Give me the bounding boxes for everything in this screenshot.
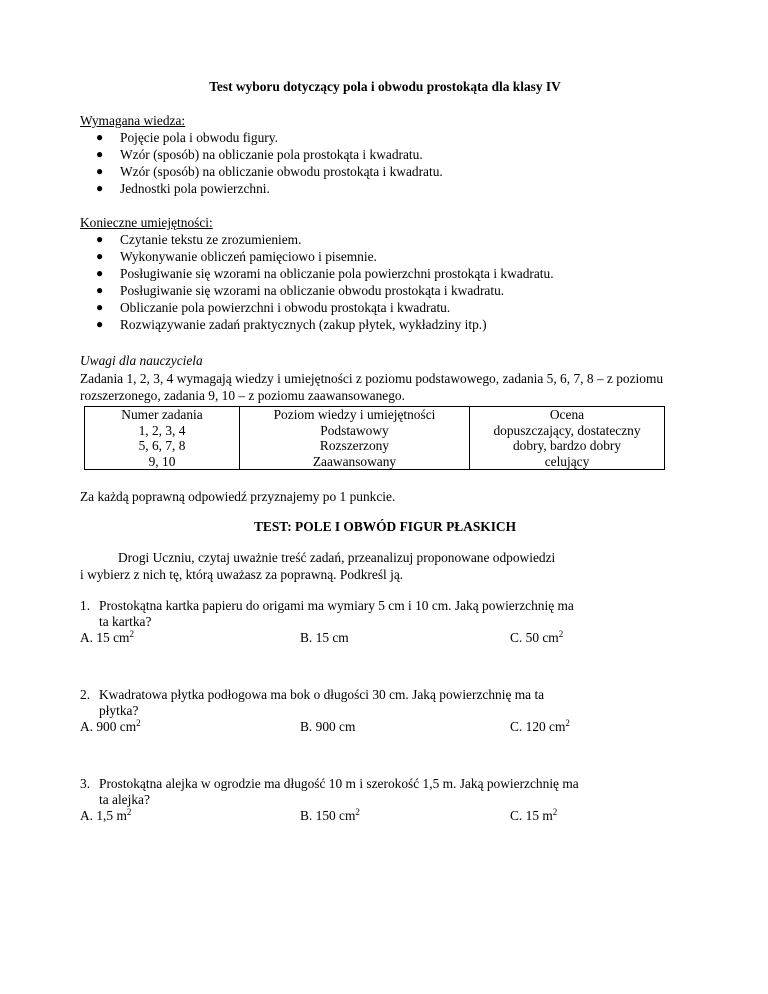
bullet-icon: ● xyxy=(96,249,104,264)
teacher-remarks-text: Zadania 1, 2, 3, 4 wymagają wiedzy i umiejętności z poziomu podstawowego, zadania 5, 6, 7, 8 – z poziomu rozszerzonego, zadania 9, 10 – z poziomu zaawansowanego. xyxy=(80,371,664,403)
question-text: ta kartka? xyxy=(99,613,152,629)
question-text: płytka? xyxy=(99,702,139,718)
answer-option-c[interactable]: C. 50 $cm^2$ xyxy=(510,629,564,645)
answer-options xyxy=(80,629,690,646)
answer-option-b[interactable]: B. 15 cm xyxy=(300,630,349,645)
list-item: ● Jednostki pola powierzchni. xyxy=(96,181,270,197)
list-item: ● Obliczanie pola powierzchni i obwodu prostokąta i kwadratu. xyxy=(96,300,451,316)
list-item: ● Pojęcie pola i obwodu figury. xyxy=(96,130,278,145)
question-3 xyxy=(80,776,690,824)
document-title: Test wyboru dotyczący pola i obwodu prostokąta dla klasy IV xyxy=(209,79,561,94)
list-item: ● Wzór (sposób) na obliczanie obwodu prostokąta i kwadratu. xyxy=(96,164,443,180)
answer-option-c[interactable]: C. 120 $cm^2$ xyxy=(510,718,570,734)
question-number: 3. xyxy=(80,776,91,791)
answer-option-a[interactable]: A. 15 $cm^2$ xyxy=(80,629,134,645)
bullet-icon: ● xyxy=(96,300,104,315)
list-item: ● Czytanie tekstu ze zrozumieniem. xyxy=(96,232,302,247)
bullet-icon: ● xyxy=(96,164,104,179)
test-intro: Drogi Uczniu, czytaj uważnie treść zadań, przeanalizuj proponowane odpowiedzi i wybierz z nich tę, którą uważasz za poprawną. Podkreśl ją. xyxy=(80,550,556,582)
question-number: 2. xyxy=(80,687,91,702)
bullet-icon: ● xyxy=(96,266,104,281)
bullet-icon: ● xyxy=(96,147,104,162)
bullet-icon: ● xyxy=(96,317,104,332)
list-item: ● Posługiwanie się wzorami na obliczanie pola powierzchni prostokąta i kwadratu. xyxy=(96,266,554,282)
answer-option-c[interactable]: C. 15 $m^2$ xyxy=(510,807,558,823)
list-item: ● Posługiwanie się wzorami na obliczanie obwodu prostokąta i kwadratu. xyxy=(96,283,505,299)
table-cell-grades: Ocena dopuszczający, dostateczny dobry, bardzo dobry celujący xyxy=(470,407,665,470)
question-number: 1. xyxy=(80,598,91,613)
required-skills-heading: Konieczne umiejętności: xyxy=(80,215,213,230)
list-item: ● Rozwiązywanie zadań praktycznych (zakup płytek, wykładziny itp.) xyxy=(96,317,487,333)
answer-options xyxy=(80,718,690,735)
points-note: Za każdą poprawną odpowiedź przyznajemy po 1 punkcie. xyxy=(80,489,396,504)
question-text: ta alejka? xyxy=(99,791,150,807)
table-cell-task-numbers: Numer zadania 1, 2, 3, 4 5, 6, 7, 8 9, 10 xyxy=(85,407,240,470)
bullet-icon: ● xyxy=(96,130,104,144)
answer-option-b[interactable]: B. 900 cm xyxy=(300,719,356,734)
levels-table xyxy=(84,406,665,470)
bullet-icon: ● xyxy=(96,232,104,246)
answer-option-b[interactable]: B. 150 $cm^2$ xyxy=(300,807,360,823)
question-text: Prostokątna alejka w ogrodzie ma długość 10 m i szerokość 1,5 m. Jaką powierzchnię ma xyxy=(99,776,579,791)
teacher-remarks-heading: Uwagi dla nauczyciela xyxy=(80,353,203,368)
question-2 xyxy=(80,687,690,735)
question-text: Prostokątna kartka papieru do origami ma wymiary 5 cm i 10 cm. Jaką powierzchnię ma xyxy=(99,598,574,613)
required-knowledge-heading: Wymagana wiedza: xyxy=(80,113,186,128)
question-1 xyxy=(80,598,690,646)
bullet-icon: ● xyxy=(96,283,104,298)
required-skills-list xyxy=(80,231,554,334)
answer-options xyxy=(80,807,690,824)
test-title: TEST: POLE I OBWÓD FIGUR PŁASKICH xyxy=(253,519,517,534)
table-cell-levels: Poziom wiedzy i umiejętności Podstawowy Rozszerzony Zaawansowany xyxy=(240,407,470,470)
answer-option-a[interactable]: A. 900 $cm^2$ xyxy=(80,718,141,734)
list-item: ● Wzór (sposób) na obliczanie pola prostokąta i kwadratu. xyxy=(96,147,423,163)
question-text: Kwadratowa płytka podłogowa ma bok o długości 30 cm. Jaką powierzchnię ma ta xyxy=(99,687,545,702)
table-row xyxy=(85,407,665,470)
bullet-icon: ● xyxy=(96,181,104,196)
list-item: ● Wykonywanie obliczeń pamięciowo i pisemnie. xyxy=(96,249,377,265)
required-knowledge-list xyxy=(80,129,443,197)
answer-option-a[interactable]: A. 1,5 $m^2$ xyxy=(80,807,132,823)
